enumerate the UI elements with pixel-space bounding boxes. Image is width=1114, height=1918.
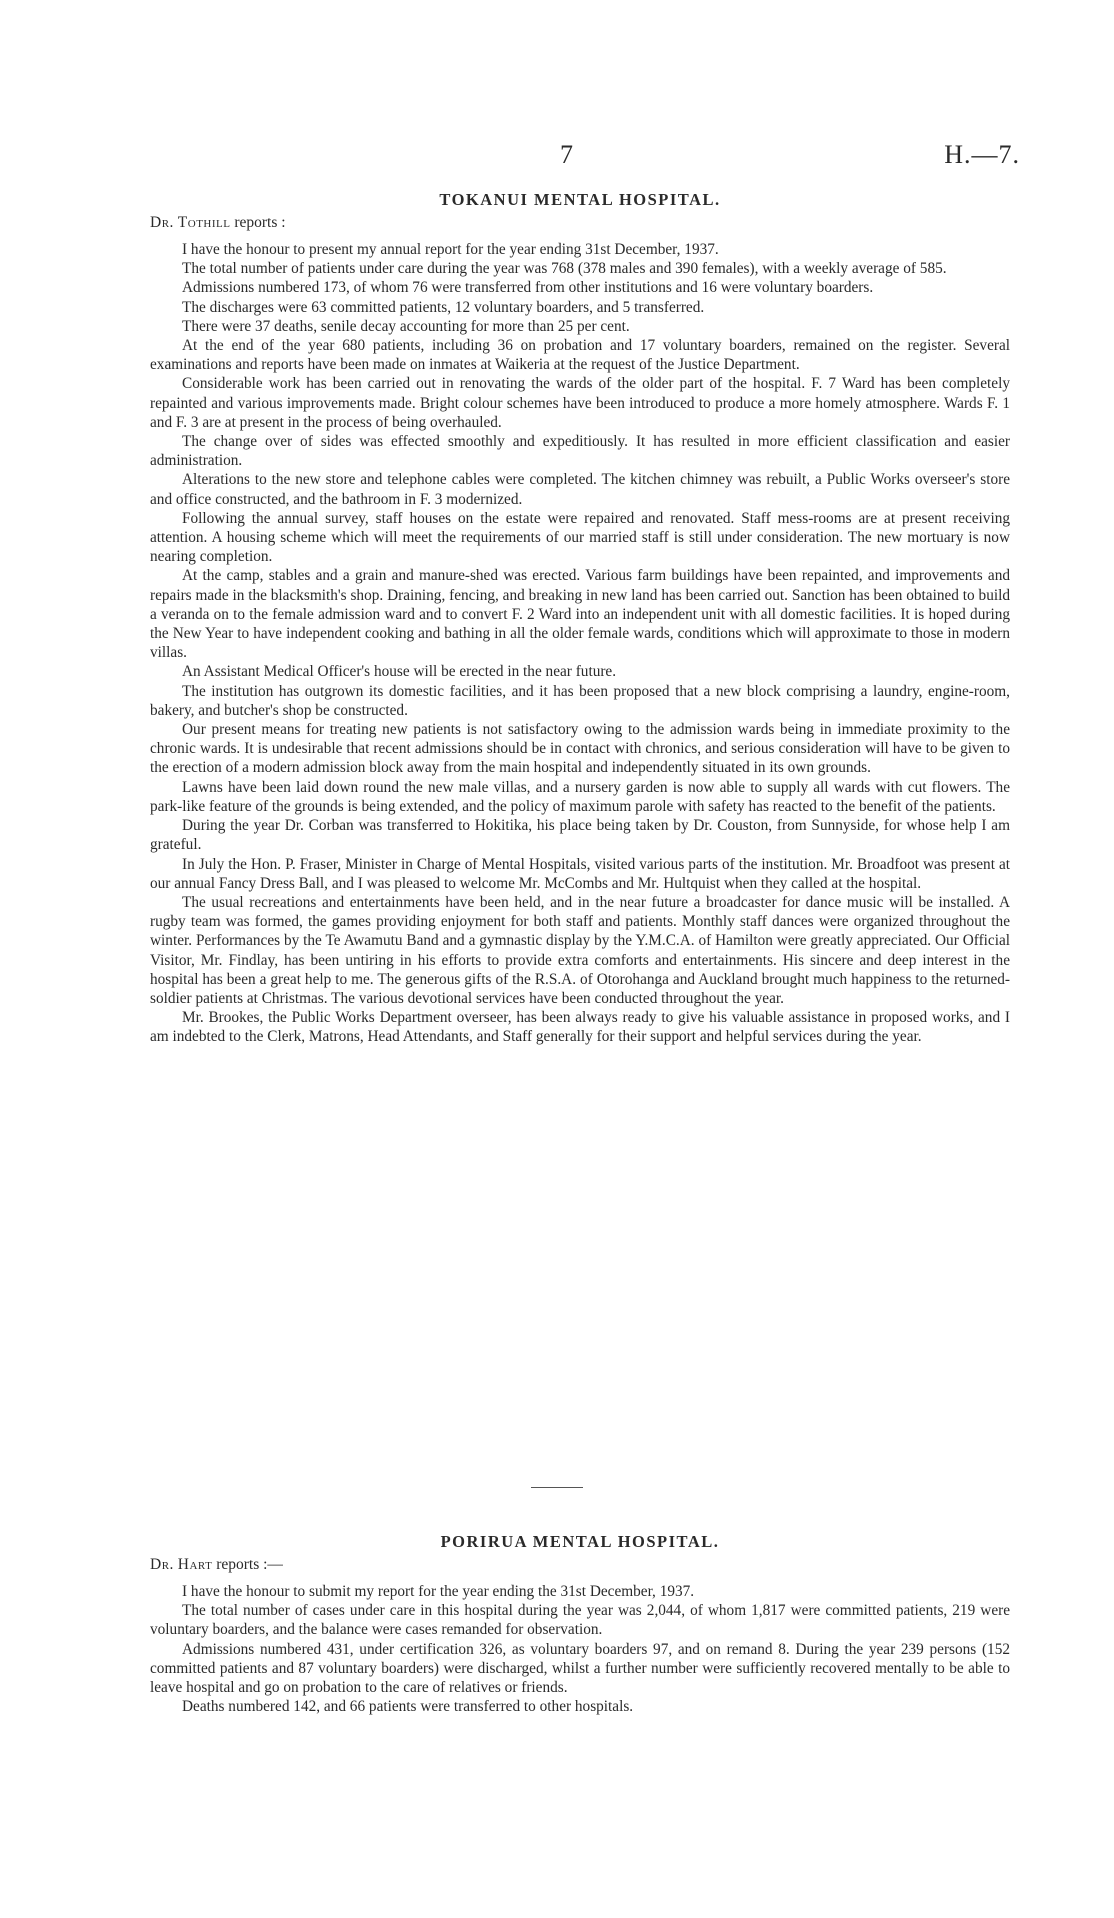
reporter-suffix: reports :—: [212, 1556, 283, 1573]
paragraph: There were 37 deaths, senile decay accounting for more than 25 per cent.: [182, 317, 630, 335]
section-porirua: [150, 1532, 1010, 1716]
section-tokanui: [150, 190, 1010, 1047]
paragraph: The total number of patients under care during the year was 768 (378 males and 390 females), with a weekly average of 585.: [182, 260, 947, 278]
paragraph: I have the honour to present my annual report for the year ending 31st December, 1937.: [182, 241, 719, 258]
paragraph: During the year Dr. Corban was transferred to Hokitika, his place being taken by Dr. Couston, from Sunnyside, for whose help I am grateful.: [150, 817, 1010, 854]
section-title: TOKANUI MENTAL HOSPITAL.: [439, 190, 721, 209]
paragraph: In July the Hon. P. Fraser, Minister in Charge of Mental Hospitals, visited various parts of the institution. Mr. Broadfoot was present at our annual Fancy Dress Ball, and I was pleased to welcome Mr. McCombs and Mr. Hultquist when they called at the hospital.: [150, 855, 1010, 892]
paragraph: The discharges were 63 committed patients, 12 voluntary boarders, and 5 transferred.: [182, 298, 705, 316]
paragraph: An Assistant Medical Officer's house will be erected in the near future.: [182, 663, 617, 681]
paragraph: Deaths numbered 142, and 66 patients were transferred to other hospitals.: [182, 1698, 634, 1716]
paragraph: Following the annual survey, staff houses on the estate were repaired and renovated. Staff mess-rooms are at present receiving attention. A housing scheme which will meet the requirements of our married staff is still under consideration. The new mortuary is now nearing completion.: [150, 509, 1010, 566]
reporter-name: Tothill: [177, 214, 231, 231]
paragraph: At the camp, stables and a grain and manure-shed was erected. Various farm buildings have been repainted, and improvements and repairs made in the blacksmith's shop. Draining, fencing, and breaking in new land has been carried out. Sanction has been obtained to build a veranda on to the female admission ward and to convert F. 2 Ward into an independent unit with all domestic facilities. It is hoped during the New Year to have independent cooking and bathing in all the older female wards, conditions which will approximate to those in modern villas.: [150, 567, 1010, 662]
reporter-name: Hart: [177, 1556, 213, 1573]
paragraph: The usual recreations and entertainments have been held, and in the near future a broadcaster for dance music will be installed. A rugby team was formed, the games providing enjoyment for both staff and patients. Monthly staff dances were organized throughout the winter. Performances by the Te Awamutu Band and a gymnastic display by the Y.M.C.A. of Hamilton were greatly appreciated. Our Official Visitor, Mr. Findlay, has been untiring in his efforts to provide extra comforts and entertainments. His sincere and deep interest in the hospital has been a great help to me. The generous gifts of the R.S.A. of Otorohanga and Auckland brought much happiness to the returned-soldier patients at Christmas. The various devotional services have been conducted throughout the year.: [150, 893, 1010, 1007]
page-header: [140, 140, 1020, 180]
reporter-suffix: reports :: [230, 214, 286, 231]
paragraph: The institution has outgrown its domestic facilities, and it has been proposed that a new block comprising a laundry, engine-room, bakery, and butcher's shop be constructed.: [150, 682, 1010, 719]
section-divider: [531, 1487, 583, 1488]
reporter-line: [150, 214, 1010, 232]
paragraph: I have the honour to submit my report for the year ending the 31st December, 1937.: [182, 1583, 695, 1600]
paragraph: Our present means for treating new patients is not satisfactory owing to the admission wards being in immediate proximity to the chronic wards. It is undesirable that recent admissions should be in contact with chronics, and serious consideration will have to be given to the erection of a modern admission block away from the main hospital and independently situated in its own grounds.: [150, 721, 1010, 777]
paragraph: The total number of cases under care in this hospital during the year was 2,044, of whom 1,817 were committed patients, 219 were voluntary boarders, and the balance were cases remanded for observation.: [150, 1602, 1010, 1639]
section-title: PORIRUA MENTAL HOSPITAL.: [440, 1532, 720, 1551]
document-reference: H.—7.: [944, 140, 1020, 169]
paragraph: Alterations to the new store and telephone cables were completed. The kitchen chimney was rebuilt, a Public Works overseer's store and office constructed, and the bathroom in F. 3 modernized.: [150, 471, 1010, 508]
reporter-prefix: Dr.: [150, 214, 174, 231]
paragraph: Lawns have been laid down round the new male villas, and a nursery garden is now able to supply all wards with cut flowers. The park-like feature of the grounds is being extended, and the policy of maximum parole with safety has reacted to the benefit of the patients.: [150, 778, 1010, 815]
paragraph: The change over of sides was effected smoothly and expeditiously. It has resulted in more efficient classification and easier administration.: [150, 433, 1010, 470]
paragraph: Admissions numbered 173, of whom 76 were transferred from other institutions and 16 were voluntary boarders.: [182, 279, 874, 297]
reporter-line: [150, 1556, 1010, 1574]
page-number: 7: [560, 140, 573, 169]
reporter-prefix: Dr.: [150, 1556, 174, 1573]
paragraph: Considerable work has been carried out in renovating the wards of the older part of the hospital. F. 7 Ward has been completely repainted and various improvements made. Bright colour schemes have been introduced to produce a more homely atmosphere. Wards F. 1 and F. 3 are at present in the process of being overhauled.: [150, 375, 1010, 431]
paragraph: Admissions numbered 431, under certification 326, as voluntary boarders 97, and on remand 8. During the year 239 persons (152 committed patients and 87 voluntary boarders) were discharged, whilst a further number were sufficiently recovered mentally to be able to leave hospital and go on probation to the care of relatives or friends.: [150, 1640, 1010, 1697]
paragraph: At the end of the year 680 patients, including 36 on probation and 17 voluntary boarders, remained on the register. Several examinations and reports have been made on inmates at Waikeria at the request of the Justice Department.: [150, 337, 1010, 374]
paragraph: Mr. Brookes, the Public Works Department overseer, has been always ready to give his valuable assistance in proposed works, and I am indebted to the Clerk, Matrons, Head Attendants, and Staff generally for their support and helpful services during the year.: [150, 1009, 1010, 1046]
